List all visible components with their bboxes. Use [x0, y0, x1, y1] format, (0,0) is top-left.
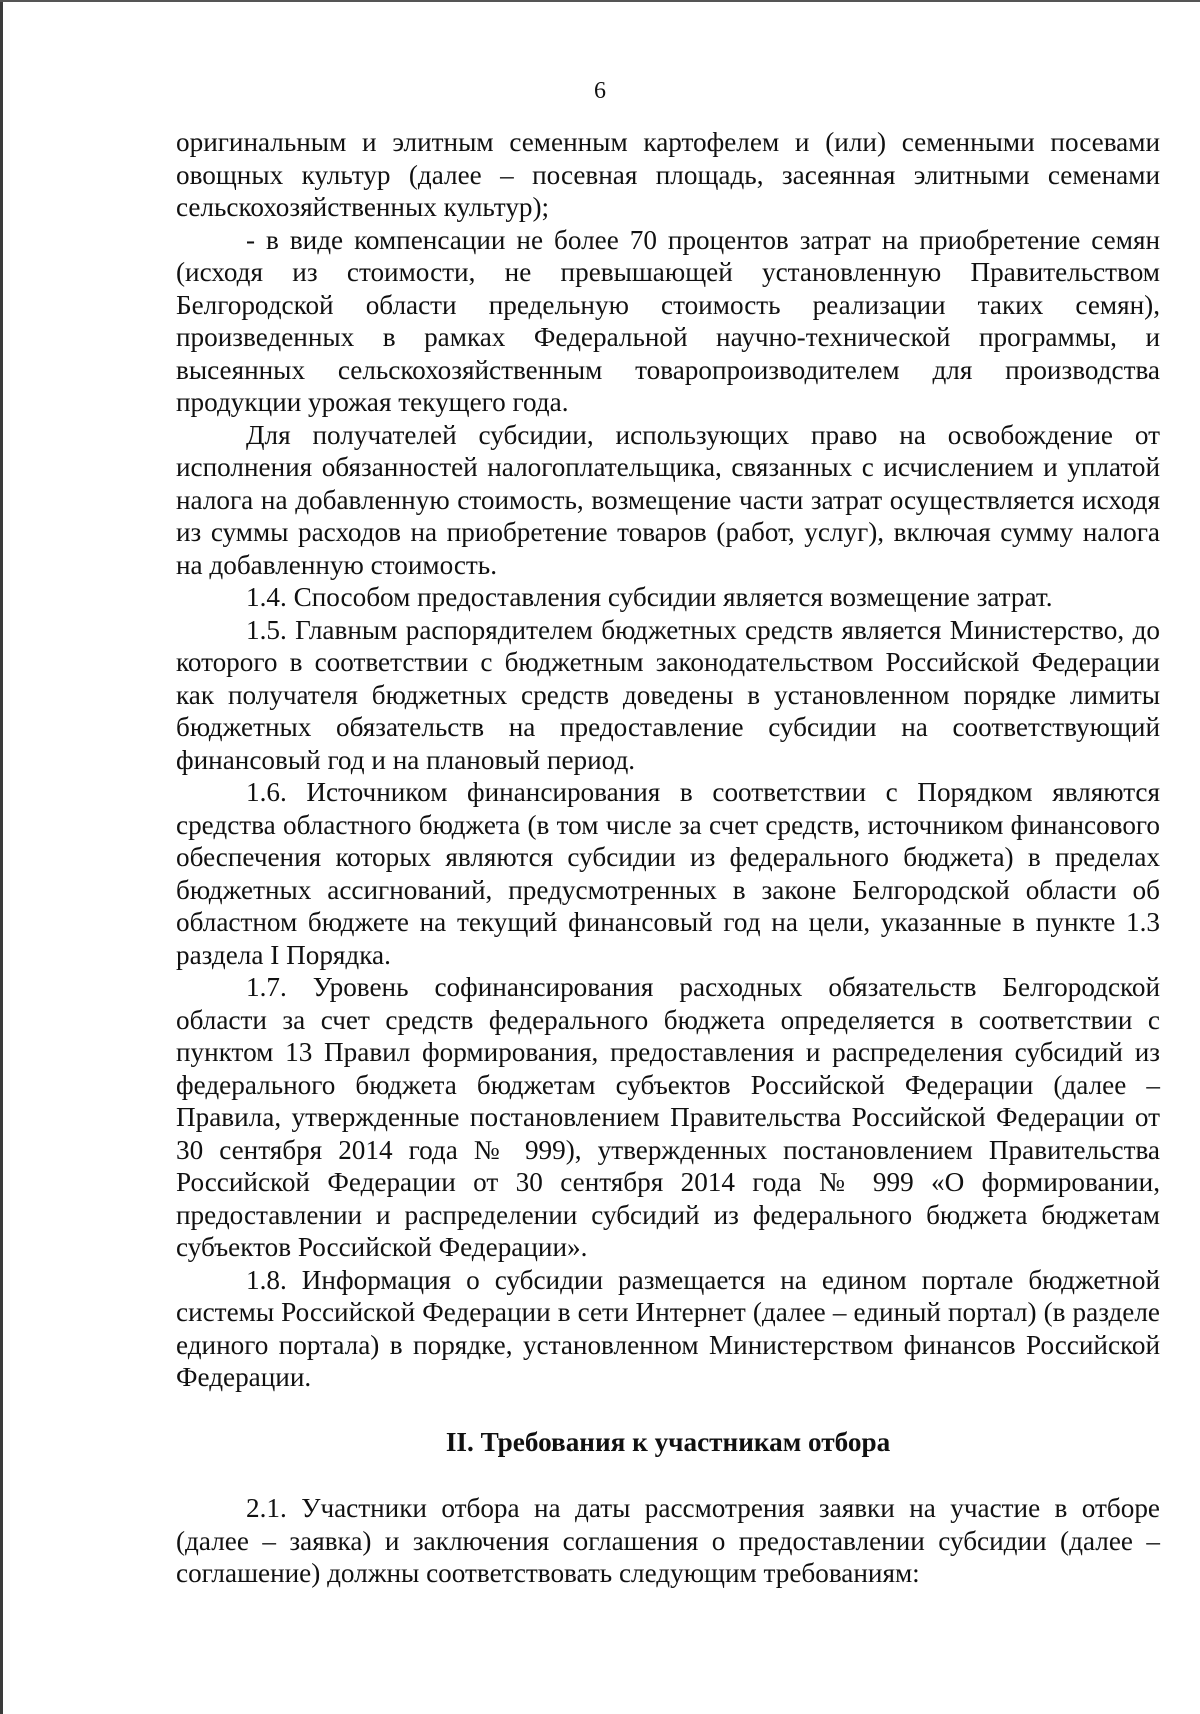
paragraph-seed-compensation: - в виде компенсации не более 70 процентов затрат на приобретение семян (исходя из стоимости, не превышающей установленную Правительством Белгородской области предельную стоимость реализации таких семян), произведенных в рамках Федеральной научно-технической программы, и высеянных сельскохозяйственным товаропроизводителем для производства продукции урожая текущего года. [176, 224, 1160, 417]
paragraph-continuation: оригинальным и элитным семенным картофелем и (или) семенными посевами овощных культур (далее – посевная площадь, засеянная элитными семенами сельскохозяйственных культур); [176, 127, 1160, 222]
section-heading: II. Требования к участникам отбора [445, 1426, 891, 1457]
clause-2-1: 2.1. Участники отбора на даты рассмотрения заявки на участие в отборе (далее – заявка) и заключения соглашения о предоставлении субсидии (далее – соглашение) должны соответствовать следующим требованиям: [176, 1493, 1160, 1588]
paragraph-vat-recipients: Для получателей субсидии, использующих право на освобождение от исполнения обязанностей налогоплательщика, связанных с исчислением и уплатой налога на добавленную стоимость, возмещение части затрат осуществляется исходя из суммы расходов на приобретение товаров (работ, услуг), включая сумму налога на добавленную стоимость. [176, 419, 1160, 580]
clause-1-7: 1.7. Уровень софинансирования расходных обязательств Белгородской области за счет средств федерального бюджета определяется в соответствии с пунктом 13 Правил формирования, предоставления и распределения субсидий из федерального бюджета бюджетам субъектов Российской Федерации (далее – Правила, утвержденные постановлением Правительства Российской Федерации от 30 сентября 2014 года № 999), утвержденных постановлением Правительства Российской Федерации от 30 сентября 2014 года № 999 «О формировании, предоставлении и распределении субсидий из федерального бюджета бюджетам субъектов Российской Федерации». [176, 972, 1160, 1262]
clause-1-4: 1.4. Способом предоставления субсидии является возмещение затрат. [246, 582, 1053, 612]
clause-1-5: 1.5. Главным распорядителем бюджетных средств является Министерство, до которого в соответствии с бюджетным законодательством Российской Федерации как получателя бюджетных средств доведены в установленном порядке лимиты бюджетных обязательств на предоставление субсидии на соответствующий финансовый год и на плановый период. [176, 614, 1160, 775]
clause-1-8: 1.8. Информация о субсидии размещается на едином портале бюджетной системы Российской Федерации в сети Интернет (далее – единый портал) (в разделе единого портала) в порядке, установленном Министерством финансов Российской Федерации. [176, 1264, 1160, 1392]
document-body [176, 126, 1160, 1590]
scan-edge-top [0, 0, 1200, 2]
scan-edge-left [0, 0, 3, 1714]
clause-1-6: 1.6. Источником финансирования в соответствии с Порядком являются средства областного бюджета (в том числе за счет средств, источником финансового обеспечения которых являются субсидии из федерального бюджета) в пределах бюджетных ассигнований, предусмотренных в законе Белгородской области об областном бюджете на текущий финансовый год на цели, указанные в пункте 1.3 раздела I Порядка. [176, 777, 1160, 970]
page-number: 6 [594, 78, 606, 104]
